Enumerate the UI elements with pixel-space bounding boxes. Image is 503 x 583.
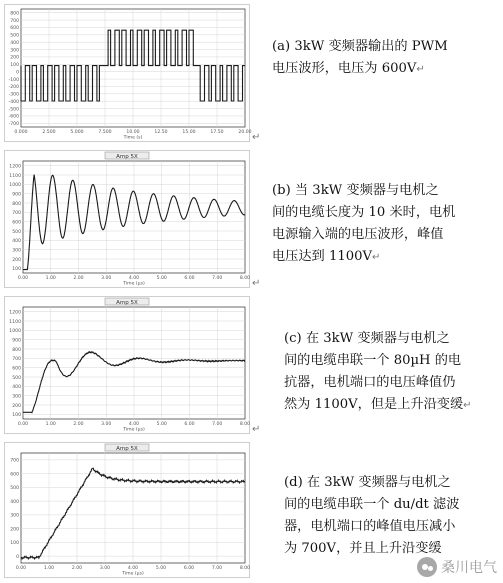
x-tick-label: 7.00 bbox=[212, 422, 223, 427]
x-tick-label: 7.500 bbox=[98, 130, 112, 135]
x-tick-label: 2.00 bbox=[71, 566, 83, 571]
x-tick-label: 17.50 bbox=[210, 130, 224, 135]
caption-d-line-2: 间的电缆串联一个 du/dt 滤波 bbox=[284, 497, 460, 512]
x-tick-label: 4.00 bbox=[128, 276, 140, 281]
y-tick-label: 700 bbox=[12, 357, 21, 363]
caption-c-line-2: 间的电缆串联一个 80µH 的电 bbox=[284, 353, 462, 368]
caption-b-line-2: 间的电缆长度为 10 米时，电机 bbox=[272, 205, 456, 220]
return-mark-icon: ↵ bbox=[463, 400, 472, 411]
x-tick-label: 20.00 bbox=[238, 130, 252, 135]
y-tick-label: 1000 bbox=[9, 183, 21, 189]
caption-d-line-4: 为 700V，并且上升沿变缓 bbox=[284, 541, 442, 556]
x-axis-label: Time (µs) bbox=[122, 571, 144, 577]
x-tick-label: 8.00 bbox=[239, 276, 251, 281]
y-tick-label: -300 bbox=[8, 92, 19, 98]
y-tick-label: 900 bbox=[12, 192, 21, 198]
x-axis-label: Time (µs) bbox=[123, 281, 145, 287]
y-tick-label: 700 bbox=[10, 458, 19, 464]
x-axis-label: Time (s) bbox=[123, 135, 143, 141]
x-tick-label: 5.00 bbox=[156, 422, 167, 427]
caption-c-line-4: 然为 1100V，但是上升沿变缓 bbox=[284, 397, 464, 412]
chart-d bbox=[4, 442, 250, 578]
y-tick-label: 600 bbox=[10, 26, 19, 32]
x-tick-label: 2.500 bbox=[42, 130, 56, 135]
watermark bbox=[417, 557, 497, 577]
y-tick-label: 400 bbox=[10, 40, 19, 46]
y-tick-label: 800 bbox=[10, 11, 19, 17]
caption-b-line-1: (b) 当 3kW 变频器与电机之 bbox=[272, 183, 439, 198]
x-tick-label: 1.00 bbox=[43, 566, 55, 571]
y-tick-label: 500 bbox=[10, 33, 19, 39]
x-tick-label: 2.00 bbox=[73, 276, 84, 281]
caption-c bbox=[284, 328, 496, 417]
y-tick-label: 300 bbox=[10, 48, 19, 54]
x-tick-label: 0.000 bbox=[14, 130, 28, 135]
x-tick-label: 6.00 bbox=[184, 276, 195, 281]
chart-b-svg bbox=[5, 151, 249, 287]
chart-a bbox=[4, 4, 250, 142]
caption-b-line-3: 电源输入端的电压波形，峰值 bbox=[272, 227, 444, 242]
y-tick-label: -600 bbox=[8, 114, 19, 120]
y-tick-label: 400 bbox=[10, 499, 19, 505]
y-tick-label: 500 bbox=[10, 486, 19, 492]
chart-tag bbox=[105, 298, 149, 306]
y-tick-label: 200 bbox=[10, 55, 19, 61]
chart-c-svg bbox=[5, 297, 249, 433]
chart-tag-label: Amp 5X bbox=[116, 445, 138, 452]
x-tick-label: 6.00 bbox=[184, 422, 195, 427]
y-tick-label: 200 bbox=[12, 403, 21, 409]
chart-tag-label: Amp 5X bbox=[116, 153, 138, 160]
caption-c-line-3: 抗器，电机端口的电压峰值仍 bbox=[284, 375, 456, 390]
y-tick-label: 1200 bbox=[9, 310, 21, 316]
x-tick-label: 5.00 bbox=[156, 276, 167, 281]
chart-b bbox=[4, 150, 250, 288]
y-tick-label: 400 bbox=[12, 239, 21, 245]
wechat-icon bbox=[417, 557, 437, 577]
y-tick-label: 300 bbox=[12, 394, 21, 400]
x-axis-label: Time (µs) bbox=[123, 427, 145, 433]
y-tick-label: 100 bbox=[10, 541, 19, 547]
y-tick-label: 400 bbox=[12, 385, 21, 391]
x-tick-label: 1.00 bbox=[45, 276, 56, 281]
y-tick-label: 300 bbox=[12, 248, 21, 254]
chart-tag bbox=[105, 444, 149, 452]
caption-c-line-1: (c) 在 3kW 变频器与电机之 bbox=[284, 331, 450, 346]
y-tick-label: 800 bbox=[12, 201, 21, 207]
caption-a-line-1: (a) 3kW 变频器输出的 PWM bbox=[272, 39, 448, 54]
return-mark-icon: ↵ bbox=[252, 132, 261, 143]
y-tick-label: 1100 bbox=[9, 173, 21, 179]
y-tick-label: 1000 bbox=[9, 329, 21, 335]
y-tick-label: 500 bbox=[12, 375, 21, 381]
y-tick-label: 600 bbox=[12, 220, 21, 226]
return-mark-icon: ↵ bbox=[252, 278, 261, 289]
y-tick-label: 300 bbox=[10, 513, 19, 519]
y-tick-label: 100 bbox=[10, 63, 19, 69]
x-tick-label: 7.00 bbox=[212, 276, 223, 281]
chart-tag-label: Amp 5X bbox=[116, 299, 138, 306]
x-tick-label: 10.00 bbox=[126, 130, 140, 135]
y-tick-label: 600 bbox=[10, 472, 19, 478]
caption-b bbox=[272, 180, 494, 269]
caption-d bbox=[284, 472, 496, 560]
y-tick-label: 700 bbox=[10, 18, 19, 24]
x-tick-label: 0.00 bbox=[15, 566, 27, 571]
y-tick-label: 100 bbox=[12, 413, 21, 419]
y-tick-label: 0 bbox=[16, 70, 19, 76]
y-tick-label: 900 bbox=[12, 338, 21, 344]
x-tick-label: 6.00 bbox=[183, 566, 195, 571]
x-tick-label: 3.00 bbox=[101, 276, 112, 281]
y-tick-label: -400 bbox=[8, 99, 19, 105]
caption-a-line-2: 电压波形，电压为 600V bbox=[272, 61, 417, 76]
y-tick-label: -200 bbox=[8, 85, 19, 91]
y-tick-label: 1200 bbox=[9, 164, 21, 170]
y-tick-label: -700 bbox=[8, 122, 19, 128]
x-tick-label: 1.00 bbox=[45, 422, 56, 427]
y-tick-label: 500 bbox=[12, 229, 21, 235]
y-tick-label: -100 bbox=[8, 77, 19, 83]
y-tick-label: 600 bbox=[12, 366, 21, 372]
return-mark-icon: ↵ bbox=[416, 64, 425, 75]
y-tick-label: 1100 bbox=[9, 319, 21, 325]
chart-a-svg bbox=[5, 5, 252, 141]
x-tick-label: 0.00 bbox=[17, 276, 29, 281]
y-tick-label: 800 bbox=[12, 347, 21, 353]
y-tick-label: 200 bbox=[10, 527, 19, 533]
watermark-text: 桑川电气 bbox=[441, 560, 497, 576]
caption-b-line-4: 电压达到 1100V bbox=[272, 249, 373, 264]
return-mark-icon: ↵ bbox=[372, 252, 381, 263]
x-tick-label: 5.00 bbox=[155, 566, 167, 571]
caption-a bbox=[272, 36, 494, 81]
y-tick-label: 0 bbox=[16, 554, 19, 560]
return-mark-icon: ↵ bbox=[252, 424, 261, 435]
x-tick-label: 12.50 bbox=[154, 130, 168, 135]
chart-tag bbox=[105, 152, 149, 160]
caption-d-line-1: (d) 在 3kW 变频器与电机之 bbox=[284, 475, 451, 490]
x-tick-label: 4.00 bbox=[127, 566, 139, 571]
chart-c bbox=[4, 296, 250, 434]
x-tick-label: 7.00 bbox=[211, 566, 223, 571]
y-tick-label: -500 bbox=[8, 107, 19, 113]
x-tick-label: 8.00 bbox=[239, 566, 251, 571]
chart-d-svg bbox=[5, 443, 249, 577]
x-tick-label: 5.000 bbox=[70, 130, 84, 135]
y-tick-label: 200 bbox=[12, 257, 21, 263]
x-tick-label: 8.00 bbox=[239, 422, 251, 427]
x-tick-label: 3.00 bbox=[101, 422, 112, 427]
x-tick-label: 4.00 bbox=[128, 422, 140, 427]
x-tick-label: 2.00 bbox=[73, 422, 84, 427]
x-tick-label: 15.00 bbox=[182, 130, 196, 135]
y-tick-label: 700 bbox=[12, 211, 21, 217]
x-tick-label: 3.00 bbox=[99, 566, 111, 571]
x-tick-label: 0.00 bbox=[17, 422, 29, 427]
y-tick-label: 100 bbox=[12, 267, 21, 273]
caption-d-line-3: 器，电机端口的峰值电压减小 bbox=[284, 519, 456, 534]
